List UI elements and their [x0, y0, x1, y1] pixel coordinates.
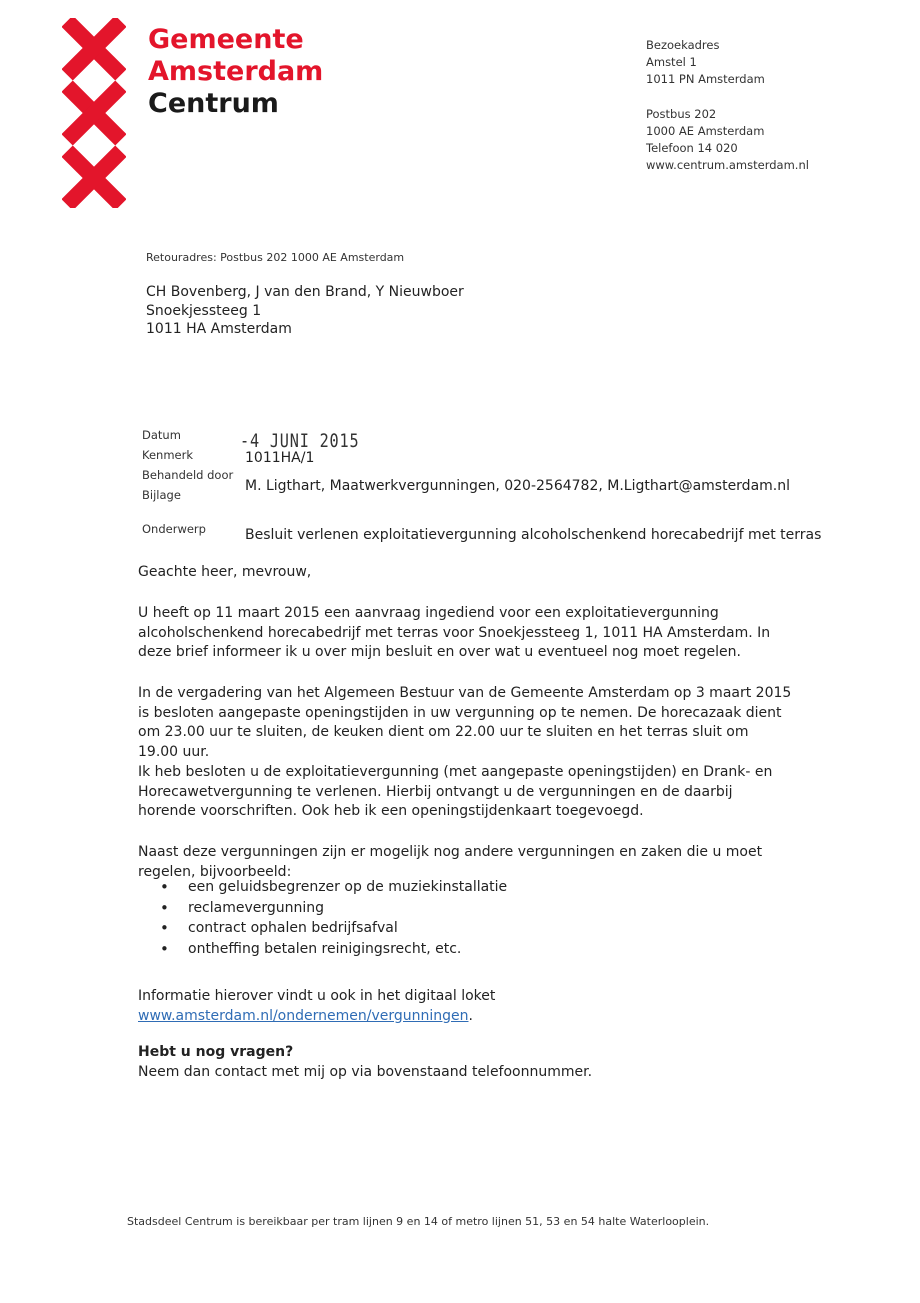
list-item: • ontheffing betalen reinigingsrecht, etc.: [160, 939, 507, 960]
paragraph-1: U heeft op 11 maart 2015 een aanvraag ingediend voor een exploitatievergunning alcoholschenkend horecabedrijf met terras voor Snoekjessteeg 1, 1011 HA Amsterdam. In deze brief informeer ik u over mijn besluit en over wat u eventueel nog moet regelen.: [138, 605, 771, 660]
onderwerp-value: Besluit verlenen exploitatievergunning alcoholschenkend horecabedrijf met terras: [245, 527, 822, 543]
list-item: • contract ophalen bedrijfsafval: [160, 918, 507, 939]
recipient-address: [146, 283, 464, 339]
brand-line-centrum: Centrum: [148, 88, 279, 119]
brand-wordmark: [148, 24, 323, 120]
date-stamp: -4 JUNI 2015: [240, 430, 360, 452]
visit-city: 1011 PN Amsterdam: [646, 72, 765, 86]
list-item: • reclamevergunning: [160, 898, 507, 919]
paragraph-4: Naast deze vergunningen zijn er mogelijk nog andere vergunningen en zaken die u moet regelen, bijvoorbeeld:: [138, 844, 763, 880]
cross-middle: [62, 80, 126, 145]
footer-note: Stadsdeel Centrum is bereikbaar per tram lijnen 9 en 14 of metro lijnen 51, 53 en 54 halte Waterlooplein.: [127, 1215, 710, 1228]
brand-line-gemeente: Gemeente: [148, 24, 304, 55]
questions-heading: Hebt u nog vragen?: [138, 1044, 294, 1060]
list-item: • een geluidsbegrenzer op de muziekinstallatie: [160, 877, 507, 898]
cross-bottom: [62, 145, 126, 208]
three-red-crosses-icon: [62, 18, 126, 208]
questions-block: [138, 1043, 793, 1082]
behandeld-label: Behandeld door: [142, 468, 234, 482]
info-paragraph: [138, 987, 793, 1026]
salutation: Geachte heer, mevrouw,: [138, 564, 312, 580]
visit-address: [646, 37, 765, 88]
cross-top: [62, 18, 126, 81]
recipient-street: Snoekjessteeg 1: [146, 302, 262, 319]
postbus: Postbus 202: [646, 107, 717, 121]
onderwerp-label: Onderwerp: [142, 522, 206, 536]
info-text: Informatie hierover vindt u ook in het digitaal loket: [138, 988, 496, 1004]
brand-line-amsterdam: Amsterdam: [148, 56, 324, 87]
paragraph-2: In de vergadering van het Algemeen Bestuur van de Gemeente Amsterdam op 3 maart 2015 is besloten aangepaste openingstijden in uw vergunning op te nemen. De horecazaak dient om 23.00 uur te sluiten, de keuken dient om 22.00 uur te sluiten en het terras sluit om 19.00 uur.: [138, 685, 792, 760]
return-address: Retouradres: Postbus 202 1000 AE Amsterdam: [146, 251, 405, 264]
visit-street: Amstel 1: [646, 55, 697, 69]
website: www.centrum.amsterdam.nl: [646, 158, 809, 172]
visit-label: Bezoekadres: [646, 38, 720, 52]
post-city: 1000 AE Amsterdam: [646, 124, 765, 138]
recipient-names: CH Bovenberg, J van den Brand, Y Nieuwboer: [146, 284, 464, 300]
paragraph-3: Ik heb besloten u de exploitatievergunning (met aangepaste openingstijden) en Drank- en Horecawetvergunning te verlenen. Hierbij ontvangt u de vergunningen en de daarbij horende voorschriften. Ook heb ik een openingstijdenkaart toegevoegd.: [138, 764, 773, 819]
link-suffix: .: [468, 1007, 473, 1024]
bijlage-label: Bijlage: [142, 488, 181, 502]
behandeld-value: M. Ligthart, Maatwerkvergunningen, 020-2564782, M.Ligthart@amsterdam.nl: [245, 478, 791, 494]
datum-label: Datum: [142, 428, 181, 442]
bullet-list: [160, 877, 507, 959]
questions-text: Neem dan contact met mij op via bovenstaand telefoonnummer.: [138, 1063, 593, 1080]
kenmerk-label: Kenmerk: [142, 448, 193, 462]
phone: Telefoon 14 020: [646, 141, 738, 155]
kenmerk-value: 1011HA/1: [245, 450, 315, 466]
vergunningen-link[interactable]: www.amsterdam.nl/ondernemen/vergunningen: [138, 1007, 469, 1024]
recipient-city: 1011 HA Amsterdam: [146, 321, 292, 337]
postal-address: [646, 106, 809, 174]
